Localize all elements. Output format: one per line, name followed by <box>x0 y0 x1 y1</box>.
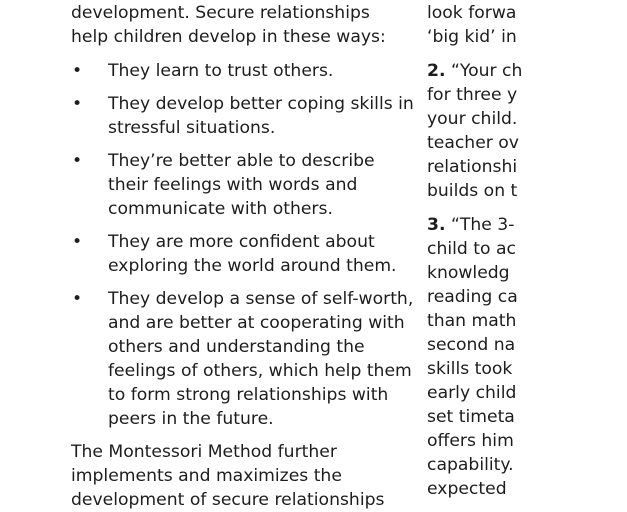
text-line: They’re better able to describe <box>108 151 375 171</box>
text-line: expected <box>427 479 507 499</box>
text-line: offers him <box>427 431 514 451</box>
text-line: feelings of others, which help them <box>108 361 412 381</box>
text-line: early child <box>427 383 517 403</box>
item-number: 3. <box>427 215 446 235</box>
closing-paragraph <box>71 440 403 512</box>
bullet-item <box>71 230 403 278</box>
text-line: They develop better coping skills in <box>108 94 414 114</box>
text-line: They develop a sense of self-worth, <box>108 289 414 309</box>
text-line: exploring the world around them. <box>108 256 397 276</box>
bullet-item <box>71 92 414 140</box>
text-line: others and understanding the <box>108 337 365 357</box>
text-line: implements and maximizes the <box>71 466 342 486</box>
text-line: reading ca <box>427 287 518 307</box>
text-line: to form strong relationships with <box>108 385 389 405</box>
text-line: skills took <box>427 359 513 379</box>
text-line: The Montessori Method further <box>71 442 337 462</box>
text-line: your child. <box>427 109 518 129</box>
text-line: knowledg <box>427 263 510 283</box>
text-line: They are more confident about <box>108 232 375 252</box>
bullet-icon: • <box>72 61 83 81</box>
text-line: development of secure relationships <box>71 490 385 510</box>
numbered-item-3 <box>427 213 627 501</box>
bullet-icon: • <box>72 94 83 114</box>
text-line: development. Secure relationships <box>71 3 370 23</box>
right-column <box>427 1 627 501</box>
bullet-icon: • <box>72 151 83 171</box>
bullet-item <box>71 287 414 431</box>
text-line <box>427 213 627 237</box>
bullet-icon: • <box>72 289 83 309</box>
text-line: relationshi <box>427 157 518 177</box>
bullet-icon: • <box>72 232 83 252</box>
text-line: ‘big kid’ in <box>427 27 517 47</box>
text-line: look forwa <box>427 3 517 23</box>
text-line: teacher ov <box>427 133 519 153</box>
intro-paragraph <box>71 1 403 49</box>
text-line: child to ac <box>427 239 516 259</box>
quote-start: “Your ch <box>445 61 523 81</box>
text-line <box>427 59 627 83</box>
text-line: They learn to trust others. <box>108 61 334 81</box>
benefits-bullet-list <box>71 59 414 431</box>
text-line: builds on t <box>427 181 518 201</box>
text-line: help children develop in these ways: <box>71 27 386 47</box>
bullet-item <box>71 149 403 221</box>
left-column <box>71 1 414 512</box>
text-line: for three y <box>427 85 518 105</box>
text-line: peers in the future. <box>108 409 274 429</box>
quote-start: “The 3- <box>445 215 515 235</box>
text-line: than math <box>427 311 517 331</box>
text-line: communicate with others. <box>108 199 333 219</box>
text-line: capability. <box>427 455 514 475</box>
text-line: second na <box>427 335 516 355</box>
item-number: 2. <box>427 61 446 81</box>
numbered-item-2 <box>427 59 627 203</box>
bullet-item <box>71 59 403 83</box>
right-top-paragraph <box>427 1 627 49</box>
text-line: their feelings with words and <box>108 175 358 195</box>
text-line: stressful situations. <box>108 118 276 138</box>
text-line: and are better at cooperating with <box>108 313 405 333</box>
text-line: set timeta <box>427 407 515 427</box>
